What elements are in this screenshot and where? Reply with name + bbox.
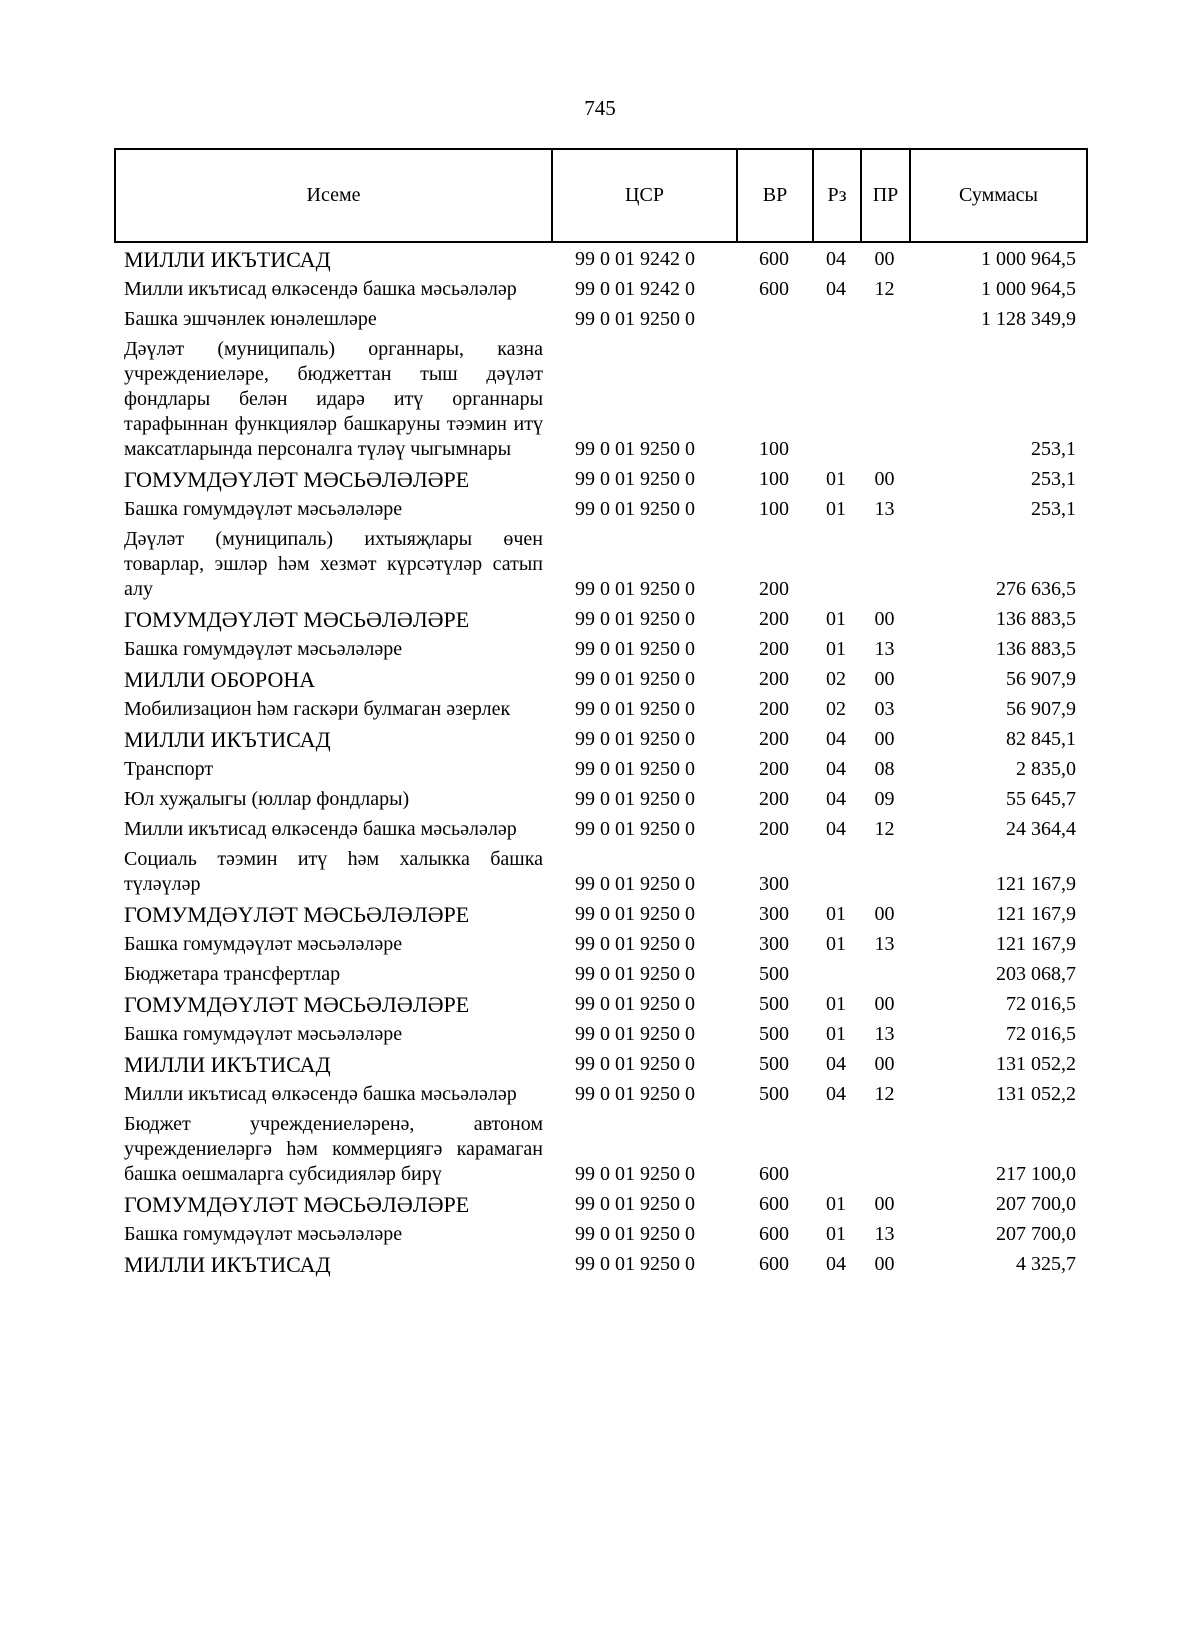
row-pr: 09 xyxy=(874,788,895,810)
row-vr xyxy=(736,304,812,334)
row-csr: 99 0 01 9250 0 xyxy=(575,933,695,955)
row-csr: 99 0 01 9250 0 xyxy=(575,578,695,600)
row-pr: 13 xyxy=(874,1223,895,1245)
row-vr: 600 xyxy=(759,1253,789,1275)
row-pr: 13 xyxy=(874,1023,895,1045)
row-vr: 100 xyxy=(759,468,789,490)
row-rz: 04 xyxy=(826,818,846,840)
row-vr: 500 xyxy=(759,1083,789,1105)
row-rz: 04 xyxy=(826,788,846,810)
row-name: ГОМУМДӘҮЛӘТ МӘСЬӘЛӘЛӘРЕ xyxy=(124,992,470,1017)
row-csr: 99 0 01 9250 0 xyxy=(575,873,695,895)
row-csr: 99 0 01 9250 0 xyxy=(575,993,695,1015)
row-rz: 04 xyxy=(826,1053,846,1075)
row-rz: 04 xyxy=(826,1253,846,1275)
row-pr: 00 xyxy=(874,993,895,1015)
row-rz: 01 xyxy=(826,638,846,660)
row-vr: 200 xyxy=(759,788,789,810)
row-sum: 203 068,7 xyxy=(996,963,1076,985)
row-rz: 01 xyxy=(826,608,846,630)
row-vr: 200 xyxy=(759,698,789,720)
row-name: Дәүләт (муниципаль) ихтыяҗлары өчен товарлар, эшләр һәм хезмәт күрсәтүләр сатып алу xyxy=(124,528,543,600)
row-csr: 99 0 01 9250 0 xyxy=(575,638,695,660)
row-vr: 300 xyxy=(759,933,789,955)
row-name: МИЛЛИ ИКЪТИСАД xyxy=(124,1252,331,1277)
row-csr: 99 0 01 9250 0 xyxy=(575,1163,695,1185)
row-rz: 04 xyxy=(826,278,846,300)
row-name: МИЛЛИ ОБОРОНА xyxy=(124,667,316,692)
row-sum: 56 907,9 xyxy=(1006,698,1076,720)
table-row xyxy=(114,784,1086,814)
row-sum: 1 000 964,5 xyxy=(981,248,1076,270)
row-rz: 01 xyxy=(826,1193,846,1215)
row-rz xyxy=(812,959,860,989)
row-rz: 01 xyxy=(826,498,846,520)
table-row xyxy=(114,1079,1086,1109)
row-pr: 12 xyxy=(874,278,895,300)
row-pr: 13 xyxy=(874,638,895,660)
row-pr xyxy=(860,959,909,989)
table-row xyxy=(114,604,1086,634)
row-csr: 99 0 01 9250 0 xyxy=(575,1223,695,1245)
table-row xyxy=(114,334,1086,464)
row-sum: 4 325,7 xyxy=(1016,1253,1076,1275)
row-name: Башка эшчәнлек юнәлешләре xyxy=(124,308,377,330)
table-row xyxy=(114,754,1086,784)
table-row xyxy=(114,989,1086,1019)
row-sum: 121 167,9 xyxy=(996,873,1076,895)
row-vr: 500 xyxy=(759,1053,789,1075)
row-pr: 13 xyxy=(874,933,895,955)
row-sum: 207 700,0 xyxy=(996,1193,1076,1215)
row-rz xyxy=(812,524,860,604)
row-pr xyxy=(860,304,909,334)
table-row xyxy=(114,929,1086,959)
table-row xyxy=(114,959,1086,989)
table-row xyxy=(114,1109,1086,1189)
row-name: Башка гомумдәүләт мәсьәләләре xyxy=(124,498,403,520)
table-row xyxy=(114,814,1086,844)
table-row xyxy=(114,1019,1086,1049)
row-pr: 00 xyxy=(874,728,895,750)
row-sum: 131 052,2 xyxy=(996,1083,1076,1105)
row-pr: 12 xyxy=(874,818,895,840)
row-csr: 99 0 01 9250 0 xyxy=(575,1253,695,1275)
row-pr: 00 xyxy=(874,1193,895,1215)
header-sum: Суммасы xyxy=(910,149,1087,242)
row-name: Милли икътисад өлкәсендә башка мәсьәләләр xyxy=(124,818,517,840)
row-name: Бюджет учреждениеләренә, автоном учреждениеләргә һәм коммерциягә карамаган башка оешмаларга субсидияләр бирү xyxy=(124,1113,543,1185)
row-pr: 08 xyxy=(874,758,895,780)
table-row xyxy=(114,844,1086,899)
row-rz: 01 xyxy=(826,903,846,925)
page-number: 745 xyxy=(584,96,616,120)
row-sum: 131 052,2 xyxy=(996,1053,1076,1075)
budget-table xyxy=(114,244,1086,1279)
row-pr xyxy=(860,524,909,604)
row-sum: 24 364,4 xyxy=(1006,818,1076,840)
row-name: МИЛЛИ ИКЪТИСАД xyxy=(124,247,331,272)
row-csr: 99 0 01 9250 0 xyxy=(575,728,695,750)
row-rz xyxy=(812,304,860,334)
row-vr: 200 xyxy=(759,668,789,690)
row-pr: 00 xyxy=(874,1053,895,1075)
row-sum: 1 128 349,9 xyxy=(981,308,1076,330)
table-row xyxy=(114,524,1086,604)
row-csr: 99 0 01 9250 0 xyxy=(575,1083,695,1105)
row-csr: 99 0 01 9250 0 xyxy=(575,1053,695,1075)
table-row xyxy=(114,899,1086,929)
row-vr: 500 xyxy=(759,1023,789,1045)
table-row xyxy=(114,304,1086,334)
header-vr: ВР xyxy=(737,149,813,242)
header-csr: ЦСР xyxy=(552,149,737,242)
row-pr: 03 xyxy=(874,698,895,720)
row-sum: 207 700,0 xyxy=(996,1223,1076,1245)
row-sum: 56 907,9 xyxy=(1006,668,1076,690)
row-pr xyxy=(860,334,909,464)
row-csr: 99 0 01 9250 0 xyxy=(575,788,695,810)
table-row xyxy=(114,694,1086,724)
table-row xyxy=(114,464,1086,494)
row-vr: 100 xyxy=(759,498,789,520)
row-sum: 253,1 xyxy=(1031,438,1076,460)
row-vr: 600 xyxy=(759,248,789,270)
row-vr: 100 xyxy=(759,438,789,460)
table-row xyxy=(114,634,1086,664)
row-rz: 01 xyxy=(826,1223,846,1245)
row-rz xyxy=(812,1109,860,1189)
row-name: МИЛЛИ ИКЪТИСАД xyxy=(124,1052,331,1077)
row-rz: 01 xyxy=(826,468,846,490)
row-name: Мобилизацион һәм гаскәри булмаган әзерлек xyxy=(124,698,511,720)
table-row xyxy=(114,1189,1086,1219)
row-vr: 200 xyxy=(759,638,789,660)
row-name: ГОМУМДӘҮЛӘТ МӘСЬӘЛӘЛӘРЕ xyxy=(124,607,470,632)
row-vr: 200 xyxy=(759,728,789,750)
row-csr: 99 0 01 9250 0 xyxy=(575,758,695,780)
row-pr: 00 xyxy=(874,668,895,690)
row-sum: 72 016,5 xyxy=(1006,1023,1076,1045)
row-name: Бюджетара трансфертлар xyxy=(124,963,341,985)
table-row xyxy=(114,1249,1086,1279)
row-vr: 600 xyxy=(759,1223,789,1245)
row-name: Милли икътисад өлкәсендә башка мәсьәләләр xyxy=(124,278,517,300)
row-rz: 04 xyxy=(826,248,846,270)
row-sum: 121 167,9 xyxy=(996,933,1076,955)
row-csr: 99 0 01 9250 0 xyxy=(575,608,695,630)
row-pr: 12 xyxy=(874,1083,895,1105)
row-rz: 02 xyxy=(826,698,846,720)
row-name: Социаль тәэмин итү һәм халыкка башка түләүләр xyxy=(124,848,543,895)
table-row xyxy=(114,724,1086,754)
row-rz: 04 xyxy=(826,1083,846,1105)
row-sum: 121 167,9 xyxy=(996,903,1076,925)
row-rz xyxy=(812,334,860,464)
header-pr: ПР xyxy=(861,149,910,242)
row-vr: 200 xyxy=(759,608,789,630)
row-csr: 99 0 01 9250 0 xyxy=(575,468,695,490)
row-csr: 99 0 01 9250 0 xyxy=(575,903,695,925)
row-csr: 99 0 01 9250 0 xyxy=(575,438,695,460)
row-pr: 00 xyxy=(874,248,895,270)
row-sum: 2 835,0 xyxy=(1016,758,1076,780)
row-rz: 04 xyxy=(826,758,846,780)
row-name: Башка гомумдәүләт мәсьәләләре xyxy=(124,1023,403,1045)
row-csr: 99 0 01 9242 0 xyxy=(575,248,695,270)
row-csr: 99 0 01 9250 0 xyxy=(575,668,695,690)
row-pr: 00 xyxy=(874,1253,895,1275)
row-csr: 99 0 01 9250 0 xyxy=(575,1023,695,1045)
row-pr xyxy=(860,844,909,899)
row-vr: 200 xyxy=(759,818,789,840)
header-name: Исеме xyxy=(115,149,552,242)
table-header xyxy=(114,148,1088,243)
row-vr: 300 xyxy=(759,903,789,925)
table-row xyxy=(114,1219,1086,1249)
row-name: Милли икътисад өлкәсендә башка мәсьәләләр xyxy=(124,1083,517,1105)
header-rz: Рз xyxy=(813,149,861,242)
table-row xyxy=(114,274,1086,304)
row-name: Башка гомумдәүләт мәсьәләләре xyxy=(124,933,403,955)
row-vr: 500 xyxy=(759,993,789,1015)
row-sum: 253,1 xyxy=(1031,468,1076,490)
row-pr: 00 xyxy=(874,468,895,490)
row-csr: 99 0 01 9250 0 xyxy=(575,698,695,720)
row-sum: 1 000 964,5 xyxy=(981,278,1076,300)
row-name: ГОМУМДӘҮЛӘТ МӘСЬӘЛӘЛӘРЕ xyxy=(124,902,470,927)
table-row xyxy=(114,494,1086,524)
row-csr: 99 0 01 9250 0 xyxy=(575,1193,695,1215)
row-pr: 00 xyxy=(874,903,895,925)
row-rz: 01 xyxy=(826,933,846,955)
row-sum: 136 883,5 xyxy=(996,608,1076,630)
row-sum: 82 845,1 xyxy=(1006,728,1076,750)
table-row xyxy=(114,244,1086,274)
row-sum: 55 645,7 xyxy=(1006,788,1076,810)
row-vr: 500 xyxy=(759,963,789,985)
row-csr: 99 0 01 9250 0 xyxy=(575,818,695,840)
row-name: Транспорт xyxy=(124,758,214,780)
row-sum: 276 636,5 xyxy=(996,578,1076,600)
row-vr: 200 xyxy=(759,578,789,600)
row-csr: 99 0 01 9250 0 xyxy=(575,308,695,330)
row-rz: 02 xyxy=(826,668,846,690)
row-vr: 600 xyxy=(759,1193,789,1215)
row-name: Дәүләт (муниципаль) органнары, казна учреждениеләре, бюджеттан тыш дәүләт фондлары белән идарә итү органнары тарафыннан функцияләр башкаруны тәэмин итү максатларында персоналга түләү чыгымнары xyxy=(124,338,543,460)
row-rz: 04 xyxy=(826,728,846,750)
row-name: ГОМУМДӘҮЛӘТ МӘСЬӘЛӘЛӘРЕ xyxy=(124,1192,470,1217)
row-csr: 99 0 01 9250 0 xyxy=(575,963,695,985)
table-row xyxy=(114,1049,1086,1079)
row-csr: 99 0 01 9242 0 xyxy=(575,278,695,300)
row-pr: 00 xyxy=(874,608,895,630)
table-row xyxy=(114,664,1086,694)
row-name: ГОМУМДӘҮЛӘТ МӘСЬӘЛӘЛӘРЕ xyxy=(124,467,470,492)
row-sum: 217 100,0 xyxy=(996,1163,1076,1185)
row-rz xyxy=(812,844,860,899)
row-name: Башка гомумдәүләт мәсьәләләре xyxy=(124,638,403,660)
row-name: Башка гомумдәүләт мәсьәләләре xyxy=(124,1223,403,1245)
row-pr: 13 xyxy=(874,498,895,520)
row-vr: 300 xyxy=(759,873,789,895)
row-csr: 99 0 01 9250 0 xyxy=(575,498,695,520)
row-vr: 200 xyxy=(759,758,789,780)
row-sum: 72 016,5 xyxy=(1006,993,1076,1015)
row-sum: 136 883,5 xyxy=(996,638,1076,660)
row-name: Юл хуҗалыгы (юллар фондлары) xyxy=(124,788,410,810)
row-pr xyxy=(860,1109,909,1189)
row-rz: 01 xyxy=(826,1023,846,1045)
row-rz: 01 xyxy=(826,993,846,1015)
row-vr: 600 xyxy=(759,1163,789,1185)
row-name: МИЛЛИ ИКЪТИСАД xyxy=(124,727,331,752)
row-sum: 253,1 xyxy=(1031,498,1076,520)
row-vr: 600 xyxy=(759,278,789,300)
